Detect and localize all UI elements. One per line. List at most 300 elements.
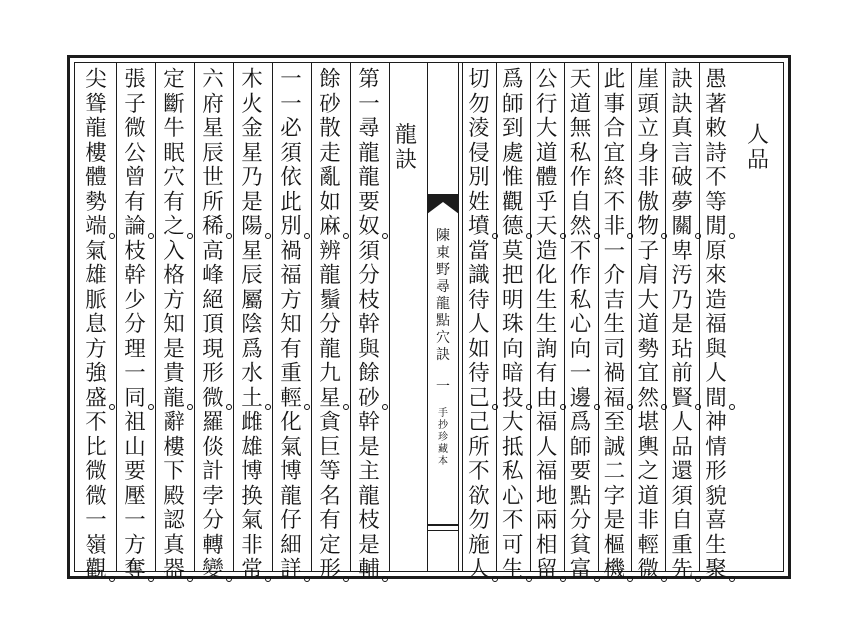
text-column xyxy=(233,67,271,582)
glyph: 乃 xyxy=(241,165,263,190)
text-column xyxy=(116,67,154,582)
glyph: 倓 xyxy=(202,434,224,460)
glyph: 識 xyxy=(468,263,490,288)
glyph: 閒 xyxy=(697,215,735,240)
glyph: 珠 xyxy=(502,312,524,337)
glyph: 龍 xyxy=(436,296,450,312)
glyph: 走 xyxy=(319,140,341,166)
section-heading-renpin xyxy=(739,124,777,173)
glyph: 地 xyxy=(535,483,558,509)
glyph: 處 xyxy=(502,140,524,166)
glyph: 勢 xyxy=(85,189,107,215)
glyph: 己 xyxy=(468,410,490,435)
glyph: 真 xyxy=(163,532,185,558)
glyph: 兩 xyxy=(535,508,558,533)
glyph: 字 xyxy=(603,483,626,509)
glyph: 惟 xyxy=(502,165,524,190)
glyph: 六 xyxy=(202,67,224,92)
glyph: 道 xyxy=(535,140,558,166)
glyph: 非 xyxy=(595,215,633,240)
text-column xyxy=(562,67,600,582)
glyph: 須 xyxy=(358,238,380,264)
glyph: 一 xyxy=(124,361,146,386)
glyph: 砂 xyxy=(350,387,388,412)
glyph: 二 xyxy=(603,459,626,484)
glyph: 體 xyxy=(535,165,558,190)
glyph: 牛 xyxy=(163,116,185,141)
glyph: 自 xyxy=(569,189,592,215)
glyph: 手 xyxy=(438,408,448,419)
glyph: 知 xyxy=(280,312,302,337)
glyph: 枝 xyxy=(358,287,380,313)
glyph: 貧 xyxy=(569,532,592,558)
glyph: 嶺 xyxy=(85,532,107,558)
glyph: 堪 xyxy=(637,410,660,435)
glyph: 幹 xyxy=(358,312,380,337)
glyph: 司 xyxy=(603,336,626,362)
glyph: 第 xyxy=(358,67,380,92)
glyph: 輔 xyxy=(350,558,388,583)
glyph: 是 xyxy=(603,508,626,533)
glyph: 星 xyxy=(311,387,349,412)
text-column xyxy=(77,67,115,582)
text-column xyxy=(311,67,349,582)
glyph: 星 xyxy=(241,140,263,166)
glyph: 輿 xyxy=(637,434,660,460)
glyph: 介 xyxy=(603,263,626,288)
glyph: 是 xyxy=(671,312,693,337)
glyph: 孛 xyxy=(202,483,224,509)
glyph: 亂 xyxy=(319,165,341,190)
glyph: 玷 xyxy=(671,336,693,362)
glyph: 之 xyxy=(637,459,660,484)
glyph: 生 xyxy=(535,287,558,313)
spine-divider xyxy=(427,524,459,526)
text-column xyxy=(460,67,498,582)
glyph: 知 xyxy=(163,312,185,337)
glyph: 樓 xyxy=(85,140,107,166)
glyph: 可 xyxy=(502,532,524,558)
glyph: 公 xyxy=(124,140,146,166)
glyph: 枝 xyxy=(358,508,380,533)
glyph: 龍 xyxy=(319,336,341,362)
glyph: 鬚 xyxy=(319,287,341,313)
glyph: 子 xyxy=(637,238,660,264)
glyph: 賢 xyxy=(663,387,701,412)
glyph: 真 xyxy=(671,116,693,141)
glyph: 勿 xyxy=(468,91,490,117)
glyph: 等 xyxy=(319,459,341,484)
glyph: 定 xyxy=(163,67,185,92)
glyph: 峰 xyxy=(202,263,224,288)
glyph: 福 xyxy=(595,387,633,412)
glyph: 切 xyxy=(468,67,490,92)
glyph: 换 xyxy=(241,483,263,509)
glyph: 龍 xyxy=(85,116,107,141)
glyph: 明 xyxy=(502,287,524,313)
glyph: 脈 xyxy=(85,287,107,313)
glyph: 羅 xyxy=(202,410,224,435)
glyph: 餘 xyxy=(319,67,341,92)
glyph: 化 xyxy=(280,410,302,435)
glyph: 別 xyxy=(468,165,490,190)
glyph: 淩 xyxy=(468,116,490,141)
glyph: 不 xyxy=(468,459,490,484)
glyph: 樞 xyxy=(603,532,626,558)
glyph: 行 xyxy=(535,91,558,117)
glyph: 福 xyxy=(535,410,558,435)
glyph: 非 xyxy=(241,532,263,558)
glyph: 一 xyxy=(569,361,592,386)
glyph: 合 xyxy=(603,116,626,141)
glyph: 形 xyxy=(705,459,727,484)
glyph: 微 xyxy=(85,483,107,509)
spine-divider xyxy=(427,530,459,531)
glyph: 不 xyxy=(705,165,727,190)
glyph: 道 xyxy=(569,91,592,117)
glyph: 微 xyxy=(194,387,232,412)
glyph: 入 xyxy=(163,238,185,264)
glyph: 姓 xyxy=(468,189,490,215)
glyph: 與 xyxy=(705,336,727,362)
section-heading-longjue xyxy=(387,124,425,173)
glyph: 造 xyxy=(705,287,727,313)
glyph: 細 xyxy=(280,532,302,558)
glyph: 公 xyxy=(535,67,558,92)
glyph: 肩 xyxy=(637,263,660,288)
page-number: 一 xyxy=(436,379,450,395)
glyph: 到 xyxy=(502,116,524,141)
glyph: 作 xyxy=(569,165,592,190)
glyph: 勿 xyxy=(468,508,490,533)
glyph: 福 xyxy=(705,312,727,337)
glyph: 化 xyxy=(535,263,558,288)
glyph: 別 xyxy=(272,215,310,240)
glyph: 詢 xyxy=(535,336,558,362)
glyph: 神 xyxy=(705,410,727,435)
glyph: 星 xyxy=(241,238,263,264)
glyph: 氣 xyxy=(280,434,302,460)
glyph: 龍 xyxy=(358,483,380,509)
glyph: 貪 xyxy=(319,410,341,435)
glyph: 乎 xyxy=(535,189,558,215)
glyph: 訣 xyxy=(394,147,417,173)
glyph: 理 xyxy=(124,336,146,362)
glyph: 尖 xyxy=(85,67,107,92)
glyph: 作 xyxy=(569,263,592,288)
glyph: 有 xyxy=(124,189,146,215)
glyph: 方 xyxy=(280,287,302,313)
glyph: 論 xyxy=(116,215,154,240)
glyph: 辰 xyxy=(202,140,224,166)
glyph: 墳 xyxy=(460,215,498,240)
glyph: 自 xyxy=(671,508,693,533)
glyph: 有 xyxy=(535,361,558,386)
glyph: 前 xyxy=(671,361,693,386)
glyph: 向 xyxy=(569,336,592,362)
glyph: 勢 xyxy=(637,336,660,362)
glyph: 曾 xyxy=(124,165,146,190)
glyph: 現 xyxy=(202,336,224,362)
glyph: 氣 xyxy=(241,508,263,533)
glyph: 此 xyxy=(280,189,302,215)
glyph: 待 xyxy=(468,287,490,313)
glyph: 私 xyxy=(569,287,592,313)
glyph: 愚 xyxy=(705,67,727,92)
glyph: 要 xyxy=(358,189,380,215)
glyph: 東 xyxy=(436,245,450,261)
glyph: 至 xyxy=(603,410,626,435)
glyph: 陽 xyxy=(233,215,271,240)
text-column xyxy=(350,67,388,582)
glyph: 下 xyxy=(163,459,185,484)
glyph: 方 xyxy=(85,336,107,362)
glyph: 雄 xyxy=(241,434,263,460)
glyph: 侵 xyxy=(468,140,490,166)
glyph: 斷 xyxy=(163,91,185,117)
glyph: 由 xyxy=(528,387,566,412)
glyph: 喜 xyxy=(705,508,727,533)
glyph: 是 xyxy=(358,532,380,558)
glyph: 土 xyxy=(233,387,271,412)
glyph: 陳 xyxy=(436,228,450,244)
glyph: 盛 xyxy=(77,387,115,412)
glyph: 重 xyxy=(671,532,693,558)
glyph: 事 xyxy=(603,91,626,117)
glyph: 己 xyxy=(460,387,498,412)
glyph: 野 xyxy=(436,262,450,278)
glyph: 強 xyxy=(85,361,107,386)
glyph: 是 xyxy=(358,434,380,460)
glyph: 龍 xyxy=(358,165,380,190)
glyph: 常 xyxy=(233,558,271,583)
glyph: 一 xyxy=(85,508,107,533)
glyph: 然 xyxy=(562,215,600,240)
glyph: 生 xyxy=(705,532,727,558)
glyph: 體 xyxy=(85,165,107,190)
glyph: 眠 xyxy=(163,140,185,166)
glyph: 雌 xyxy=(241,410,263,435)
glyph: 私 xyxy=(502,459,524,484)
glyph: 著 xyxy=(705,91,727,117)
edition-note xyxy=(433,408,453,468)
glyph: 必 xyxy=(280,116,302,141)
glyph: 依 xyxy=(280,165,302,190)
glyph: 不 xyxy=(502,508,524,533)
glyph: 尋 xyxy=(436,279,450,295)
glyph: 人 xyxy=(705,361,727,386)
glyph: 微 xyxy=(124,116,146,141)
glyph: 分 xyxy=(202,508,224,533)
glyph: 巨 xyxy=(319,434,341,460)
glyph: 待 xyxy=(468,361,490,386)
glyph: 府 xyxy=(202,91,224,117)
glyph: 詩 xyxy=(705,140,727,166)
glyph: 爲 xyxy=(502,67,524,92)
glyph: 點 xyxy=(436,313,450,329)
glyph: 身 xyxy=(637,140,660,166)
glyph: 張 xyxy=(124,67,146,92)
glyph: 端 xyxy=(77,215,115,240)
glyph: 貴 xyxy=(163,361,185,386)
glyph: 如 xyxy=(319,189,341,215)
glyph: 爲 xyxy=(241,336,263,362)
glyph: 德 xyxy=(494,215,532,240)
glyph: 龍 xyxy=(394,123,417,148)
glyph: 人 xyxy=(460,558,498,583)
glyph: 心 xyxy=(502,483,524,509)
text-column xyxy=(663,67,701,582)
glyph: 微 xyxy=(629,558,667,583)
glyph: 生 xyxy=(603,312,626,337)
glyph: 破 xyxy=(671,165,693,190)
glyph: 所 xyxy=(468,434,490,460)
glyph: 無 xyxy=(569,116,592,141)
glyph: 頂 xyxy=(202,312,224,337)
glyph: 分 xyxy=(358,263,380,288)
glyph: 山 xyxy=(124,434,146,460)
glyph: 來 xyxy=(705,263,727,288)
glyph: 砂 xyxy=(319,91,341,117)
glyph: 把 xyxy=(502,263,524,288)
glyph: 原 xyxy=(705,238,727,264)
glyph: 如 xyxy=(468,336,490,362)
glyph: 富 xyxy=(562,558,600,583)
glyph: 暗 xyxy=(502,361,524,386)
text-column xyxy=(494,67,532,582)
glyph: 方 xyxy=(163,287,185,313)
text-column xyxy=(155,67,193,582)
glyph: 形 xyxy=(202,361,224,386)
glyph: 藏 xyxy=(438,444,448,455)
glyph: 博 xyxy=(241,459,263,484)
glyph: 宜 xyxy=(637,361,660,386)
glyph: 器 xyxy=(155,558,193,583)
glyph: 穴 xyxy=(436,330,450,346)
glyph: 天 xyxy=(528,215,566,240)
glyph: 人 xyxy=(535,434,558,460)
glyph: 誠 xyxy=(603,434,626,460)
glyph: 辨 xyxy=(319,238,341,264)
glyph: 本 xyxy=(438,456,448,467)
glyph: 非 xyxy=(637,508,660,533)
glyph: 立 xyxy=(637,116,660,141)
glyph: 名 xyxy=(319,483,341,509)
glyph: 陰 xyxy=(241,312,263,337)
spine-line xyxy=(458,62,459,572)
glyph: 龍 xyxy=(358,140,380,166)
glyph: 同 xyxy=(116,387,154,412)
glyph: 形 xyxy=(311,558,349,583)
glyph: 散 xyxy=(319,116,341,141)
glyph: 尋 xyxy=(358,116,380,141)
glyph: 高 xyxy=(202,238,224,264)
glyph: 有 xyxy=(319,508,341,533)
glyph: 相 xyxy=(535,532,558,558)
glyph: 先 xyxy=(663,558,701,583)
glyph: 品 xyxy=(746,147,769,173)
glyph: 龍 xyxy=(155,387,193,412)
glyph: 少 xyxy=(124,287,146,313)
glyph: 格 xyxy=(163,263,185,288)
glyph: 是 xyxy=(163,336,185,362)
spine-line xyxy=(427,62,428,572)
glyph: 木 xyxy=(241,67,263,92)
glyph: 壓 xyxy=(124,483,146,509)
glyph: 枝 xyxy=(124,238,146,264)
text-column xyxy=(629,67,667,582)
glyph: 訣 xyxy=(671,67,693,92)
glyph: 主 xyxy=(358,459,380,484)
glyph: 辭 xyxy=(163,410,185,435)
glyph: 須 xyxy=(280,140,302,166)
text-column xyxy=(595,67,633,582)
glyph: 奴 xyxy=(350,215,388,240)
glyph: 幹 xyxy=(358,410,380,435)
glyph: 不 xyxy=(603,189,626,215)
glyph: 人 xyxy=(671,410,693,435)
glyph: 卑 xyxy=(671,238,693,264)
glyph: 施 xyxy=(468,532,490,558)
glyph: 比 xyxy=(85,434,107,460)
glyph: 屬 xyxy=(241,287,263,313)
glyph: 龍 xyxy=(280,483,302,509)
glyph: 抄 xyxy=(438,420,448,431)
glyph: 點 xyxy=(569,483,592,509)
glyph: 方 xyxy=(124,532,146,558)
glyph: 星 xyxy=(202,116,224,141)
glyph: 分 xyxy=(569,508,592,533)
glyph: 幹 xyxy=(124,263,146,288)
glyph: 是 xyxy=(241,189,263,215)
text-column xyxy=(272,67,310,582)
glyph: 天 xyxy=(569,67,592,92)
glyph: 禍 xyxy=(280,238,302,264)
glyph: 夢 xyxy=(671,189,693,215)
glyph: 詳 xyxy=(272,558,310,583)
glyph: 抵 xyxy=(502,434,524,460)
glyph: 聚 xyxy=(697,558,735,583)
glyph: 分 xyxy=(124,312,146,337)
glyph: 穴 xyxy=(163,165,185,190)
glyph: 私 xyxy=(569,140,592,166)
glyph: 變 xyxy=(194,558,232,583)
glyph: 留 xyxy=(528,558,566,583)
glyph: 有 xyxy=(280,336,302,362)
glyph: 當 xyxy=(468,238,490,264)
glyph: 轉 xyxy=(202,532,224,558)
glyph: 所 xyxy=(202,189,224,215)
glyph: 雄 xyxy=(85,263,107,288)
glyph: 吉 xyxy=(603,287,626,313)
glyph: 等 xyxy=(705,189,727,215)
text-column xyxy=(528,67,566,582)
glyph: 絕 xyxy=(202,287,224,313)
glyph: 息 xyxy=(85,312,107,337)
glyph: 生 xyxy=(494,558,532,583)
glyph: 一 xyxy=(280,67,302,92)
glyph: 要 xyxy=(124,459,146,484)
glyph: 須 xyxy=(671,483,693,509)
glyph: 九 xyxy=(319,361,341,386)
glyph: 間 xyxy=(697,387,735,412)
glyph: 訣 xyxy=(436,347,450,363)
glyph: 計 xyxy=(202,459,224,484)
glyph: 人 xyxy=(468,312,490,337)
glyph: 微 xyxy=(85,459,107,484)
glyph: 餘 xyxy=(358,361,380,386)
glyph: 仔 xyxy=(280,508,302,533)
